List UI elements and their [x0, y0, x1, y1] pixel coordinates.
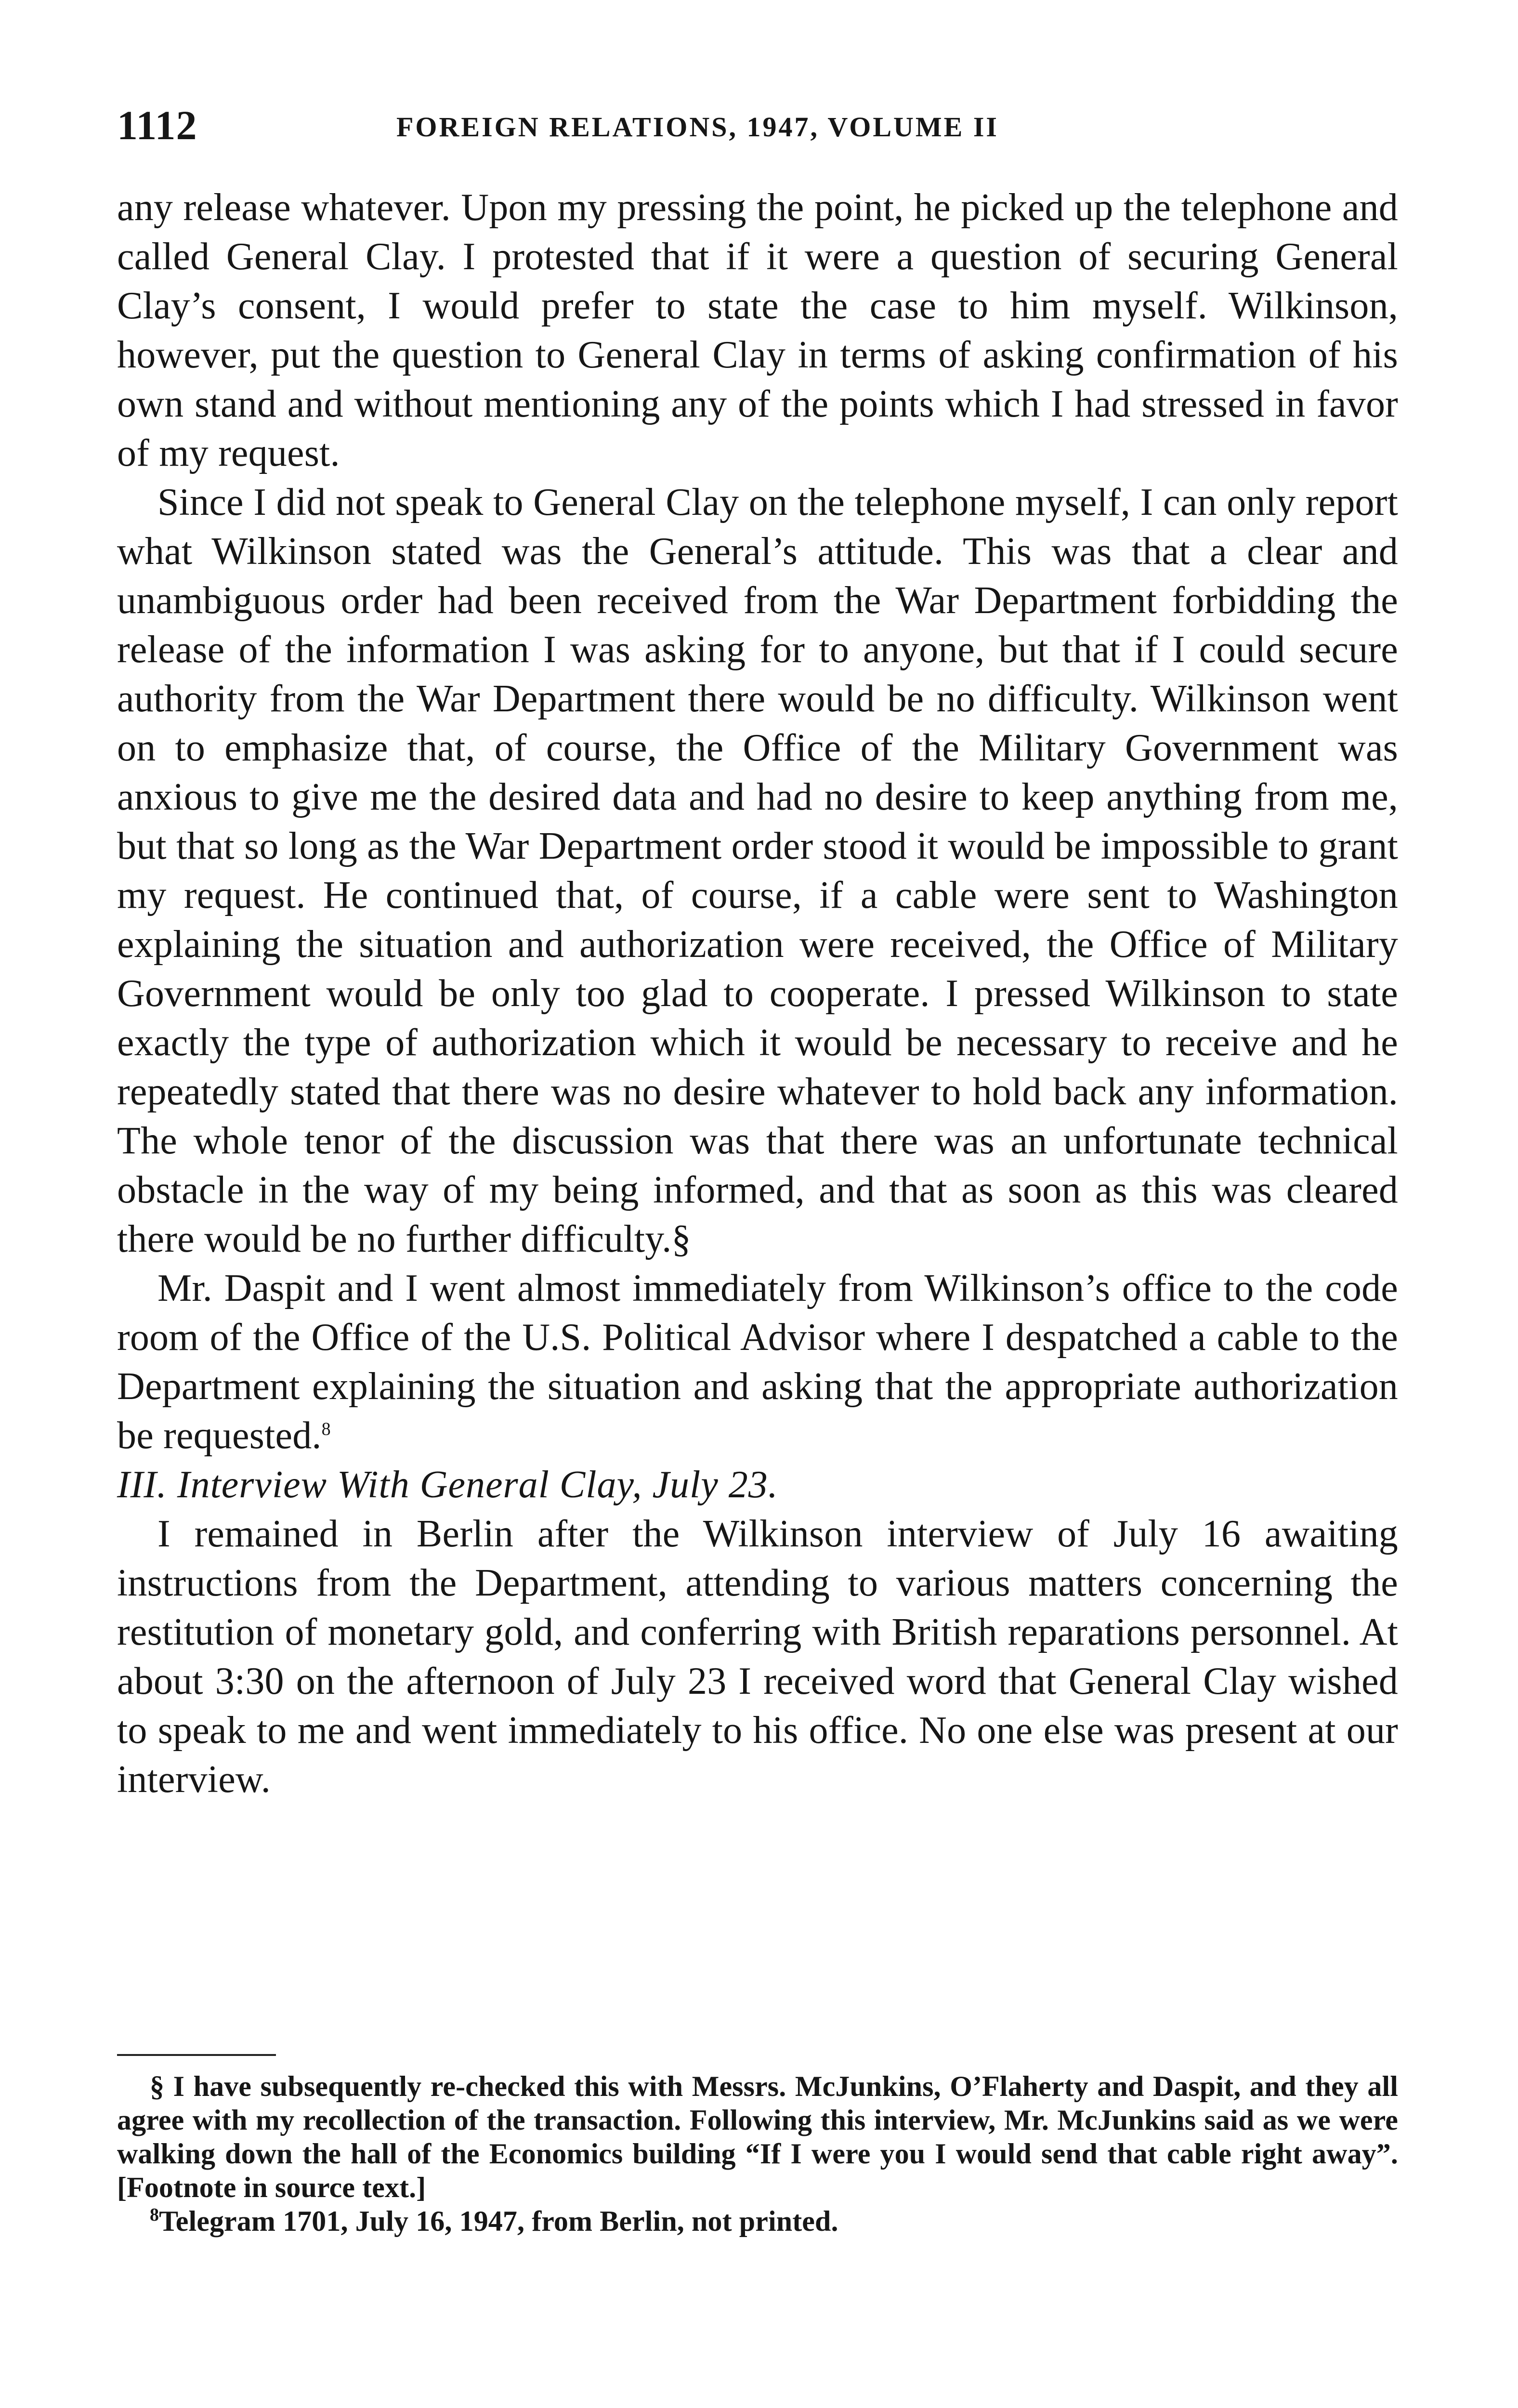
paragraph-cable-dispatch: [117, 1264, 1398, 1460]
footnotes: [117, 2054, 1398, 2238]
footnote-divider: [117, 2054, 276, 2056]
paragraph-text: I remained in Berlin after the Wilkinson interview of July 16 awaiting instructions from the Department, attending to various matters concerning the restitution of monetary gold, and conferring with British reparations personnel. At about 3:30 on the afternoon of July 23 I received word that General Clay wished to speak to me and went immediately to his office. No one else was present at our interview.: [117, 1513, 1398, 1801]
running-title: FOREIGN RELATIONS, 1947, VOLUME II: [396, 111, 999, 143]
footnote-section-note: § I have subsequently re-checked this with Messrs. McJunkins, O’Flaherty and Daspit, and they all agree with my recollection of the transaction. Following this interview, Mr. McJunkins said as we were walking down the hall of the Economics building “If I were you I would send that cable right away”. [Footnote in source text.]: [117, 2070, 1398, 2203]
footnote-reference-8: 8: [321, 1419, 331, 1440]
footnote-8-text: Telegram 1701, July 16, 1947, from Berlin, not printed.: [159, 2205, 838, 2237]
footnote-8: [117, 2204, 1398, 2238]
running-head: [117, 99, 1398, 152]
footnote-8-marker: 8: [150, 2205, 159, 2225]
paragraph-berlin-interview: [117, 1509, 1398, 1804]
section-heading: III. Interview With General Clay, July 23.: [117, 1464, 778, 1506]
paragraph-text: Mr. Daspit and I went almost immediately from Wilkinson’s office to the code room of the Office of the U.S. Political Advisor where I despatched a cable to the Department explaining the situation and asking that the appropriate authorization be requested.: [117, 1267, 1398, 1457]
paragraph-continuation: [117, 183, 1398, 478]
page-number: 1112: [117, 102, 197, 148]
paragraph-general-clay-attitude: [117, 478, 1398, 1264]
body-text: [117, 183, 1398, 1804]
paragraph-text: any release whatever. Upon my pressing the point, he picked up the telephone and called General Clay. I protested that if it were a question of securing General Clay’s consent, I would prefer to state the case to him myself. Wilkinson, however, put the question to General Clay in terms of asking confirmation of his own stand and without mentioning any of the points which I had stressed in favor of my request.: [117, 186, 1398, 474]
paragraph-text: Since I did not speak to General Clay on the telephone myself, I can only report what Wilkinson stated was the General’s attitude. This was that a clear and unambiguous order had been received from the War Department forbidding the release of the information I was asking for to anyone, but that if I could secure authority from the War Department there would be no difficulty. Wilkinson went on to emphasize that, of course, the Office of the Military Government was anxious to give me the desired data and had no desire to keep anything from me, but that so long as the War Department order stood it would be impossible to grant my request. He continued that, of course, if a cable were sent to Washington explaining the situation and authorization were received, the Office of Military Government would be only too glad to cooperate. I pressed Wilkinson to state exactly the type of authorization which it would be necessary to receive and he repeatedly stated that there was no desire whatever to hold back any information. The whole tenor of the discussion was that there was an unfortunate technical obstacle in the way of my being informed, and that as soon as this was cleared there would be no further difficulty.§: [117, 481, 1398, 1260]
